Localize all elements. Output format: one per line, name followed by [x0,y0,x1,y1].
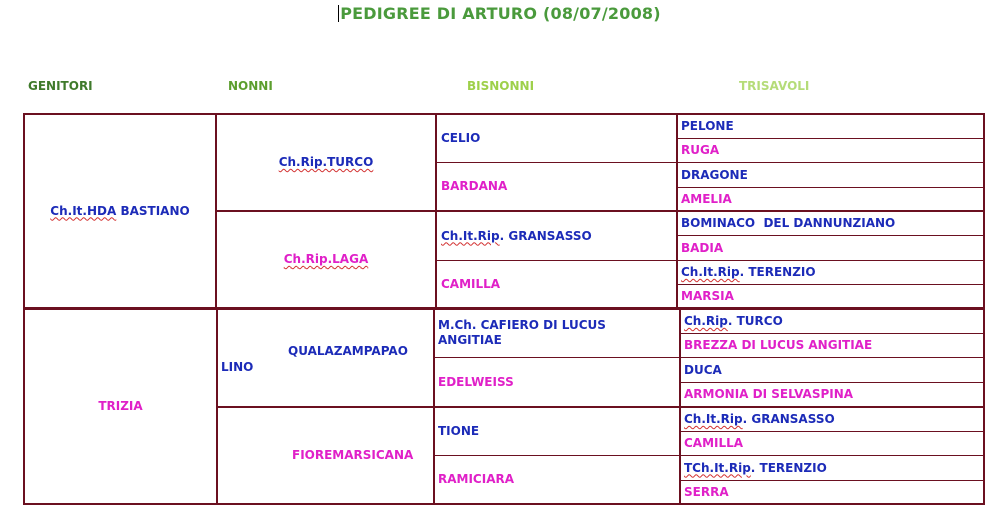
bisnonni-8 [438,456,679,503]
trisavoli-9-name: . TURCO [727,314,783,328]
bisnonni-7-name: TIONE [438,424,480,438]
trisavoli-6 [681,236,983,260]
bisnonni-1 [441,115,676,162]
trisavoli-3-name: DRAGONE [681,167,748,182]
bisnonni-7 [438,408,679,455]
trisavoli-11 [684,358,983,382]
bisnonni-4 [441,261,676,307]
nonni-dam-sire-name-b: QUALAZAMPAPAO [288,344,408,358]
table-border-bottom [23,503,985,505]
nonni-dam-sire [218,310,433,406]
trisavoli-7 [681,261,983,284]
trisavoli-15-prefix: TCh.It.Rip [684,460,751,475]
trisavoli-8-name: MARSIA [681,288,734,303]
genitori-sire-name: BASTIANO [120,203,190,218]
bisnonni-3-prefix: Ch.It.Rip [441,228,500,243]
trisavoli-1-name: PELONE [681,119,734,133]
trisavoli-14 [684,432,983,455]
trisavoli-12 [684,383,983,406]
bisnonni-2-name: BARDANA [441,179,508,193]
header-nonni: NONNI [228,79,273,93]
trisavoli-5 [681,212,983,235]
nonni-dam-dam [218,408,433,503]
trisavoli-5-name: BOMINACO DEL DANNUNZIANO [681,216,896,230]
trisavoli-1 [681,115,983,138]
bisnonni-5-name: M.Ch. CAFIERO DI LUCUS ANGITIAE [438,318,606,347]
trisavoli-13-name: . GRANSASSO [742,412,835,426]
genitori-sire-prefix: Ch.It.HDA [50,203,117,218]
trisavoli-13 [684,408,983,431]
trisavoli-7-prefix: Ch.It.Rip [681,265,740,279]
trisavoli-3 [681,163,983,187]
trisavoli-9 [684,310,983,333]
nonni-dam-dam-name: FIOREMARSICANA [292,448,414,462]
trisavoli-10 [684,334,983,357]
page-title [0,4,999,23]
genitori-dam-name: TRIZIA [98,399,143,413]
bisnonni-3 [441,212,676,260]
trisavoli-4-name: AMELIA [681,191,732,206]
trisavoli-7-name: . TERENZIO [739,265,816,279]
trisavoli-16-name: SERRA [684,484,729,499]
header-genitori: GENITORI [28,79,93,93]
bisnonni-4-name: CAMILLA [441,276,501,291]
header-bisnonni: BISNONNI [467,79,535,93]
nonni-sire-sire-name: Ch.Rip.TURCO [278,155,374,169]
bisnonni-1-name: CELIO [441,131,481,145]
bisnonni-6-name: EDELWEISS [438,374,514,389]
trisavoli-12-name: ARMONIA DI SELVASPINA [684,387,854,401]
trisavoli-2 [681,139,983,162]
bisnonni-5 [438,310,679,357]
trisavoli-9-prefix: Ch.Rip [684,314,728,328]
trisavoli-13-prefix: Ch.It.Rip [684,412,743,426]
nonni-dam-sire-name-a: LINO [221,360,254,374]
bisnonni-3-name: . GRANSASSO [499,228,592,243]
trisavoli-14-name: CAMILLA [684,436,744,450]
genitori-dam [25,310,216,503]
nonni-sire-dam-name: Ch.Rip.LAGA [283,252,369,266]
trisavoli-10-name: BREZZA DI LUCUS ANGITIAE [684,338,873,352]
trisavoli-6-name: BADIA [681,240,724,255]
nonni-sire-dam [217,212,435,307]
header-trisavoli: TRISAVOLI [739,79,810,93]
genitori-sire [25,115,215,307]
bisnonni-8-name: RAMICIARA [438,472,515,486]
bisnonni-2 [441,163,676,210]
page-title-text: PEDIGREE DI ARTURO (08/07/2008) [340,4,661,23]
trisavoli-16 [684,481,983,503]
trisavoli-4 [681,188,983,210]
nonni-sire-sire [217,115,435,210]
trisavoli-15-name: . TERENZIO [750,460,827,475]
trisavoli-15 [684,456,983,480]
trisavoli-2-name: RUGA [681,143,720,157]
bisnonni-6 [438,358,679,406]
trisavoli-11-name: DUCA [684,362,722,377]
trisavoli-8 [681,285,983,307]
